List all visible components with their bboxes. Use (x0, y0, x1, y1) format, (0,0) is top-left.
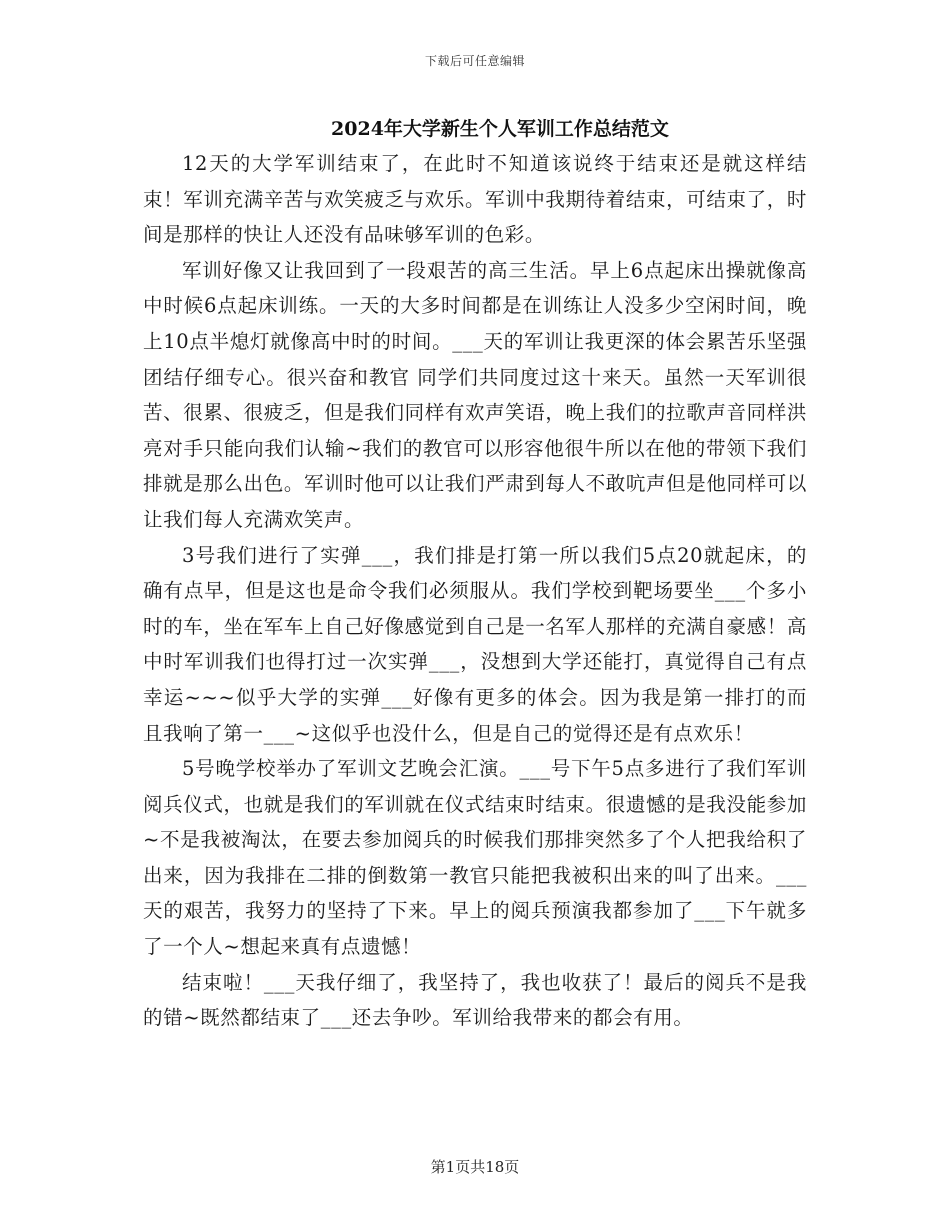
paragraph-1: 12天的大学军训结束了，在此时不知道该说终于结束还是就这样结束！军训充满辛苦与欢笑疲乏与欢乐。军训中我期待着结束，可结束了，时间是那样的快让人还没有品味够军训的色彩。 (143, 152, 807, 247)
header-note: 下载后可任意编辑 (424, 54, 525, 68)
document-title: 2024年大学新生个人军训工作总结范文 (331, 118, 669, 140)
paragraph-4: 5号晚学校举办了军训文艺晚会汇演。___号下午5点多进行了我们军训阅兵仪式，也就是我们的军训就在仪式结束时结束。很遗憾的是我没能参加~不是我被淘汰，在要去参加阅兵的时候我们那排突然多了个人把我给积了出来，因为我排在二排的倒数第一教官只能把我被积出来的叫了出来。___天的艰苦，我努力的坚持了下来。早上的阅兵预演我都参加了___下午就多了一个人~想起来真有点遗憾！ (143, 757, 807, 959)
document-body (143, 146, 807, 1036)
paragraph-2: 军训好像又让我回到了一段艰苦的高三生活。早上6点起床出操就像高中时候6点起床训练。一天的大多时间都是在训练让人没多少空闲时间，晚上10点半熄灯就像高中时的时间。___天的军训让我更深的体会累苦乐坚强团结仔细专心。很兴奋和教官 同学们共同度过这十来天。虽然一天军训很苦、很累、很疲乏，但是我们同样有欢声笑语，晚上我们的拉歌声音同样洪亮对手只能向我们认输~我们的教官可以形容他很牛所以在他的带领下我们排就是那么出色。军训时他可以让我们严肃到每人不敢吭声但是他同样可以让我们每人充满欢笑声。 (143, 258, 807, 531)
page-number: 第1页共18页 (430, 1158, 520, 1176)
paragraph-3: 3号我们进行了实弹___，我们排是打第一所以我们5点20就起床，的确有点早，但是这也是命令我们必须服从。我们学校到靶场要坐___个多小时的车，坐在军车上自己好像感觉到自己是一名军人那样的充满自豪感！高中时军训我们也得打过一次实弹___，没想到大学还能打，真觉得自己有点幸运~~~似乎大学的实弹___好像有更多的体会。因为我是第一排打的而且我响了第一___~这似乎也没什么，但是自己的觉得还是有点欢乐！ (143, 543, 807, 745)
paragraph-5: 结束啦！___天我仔细了，我坚持了，我也收获了！最后的阅兵不是我的错~既然都结束了___还去争吵。军训给我带来的都会有用。 (143, 970, 807, 1030)
